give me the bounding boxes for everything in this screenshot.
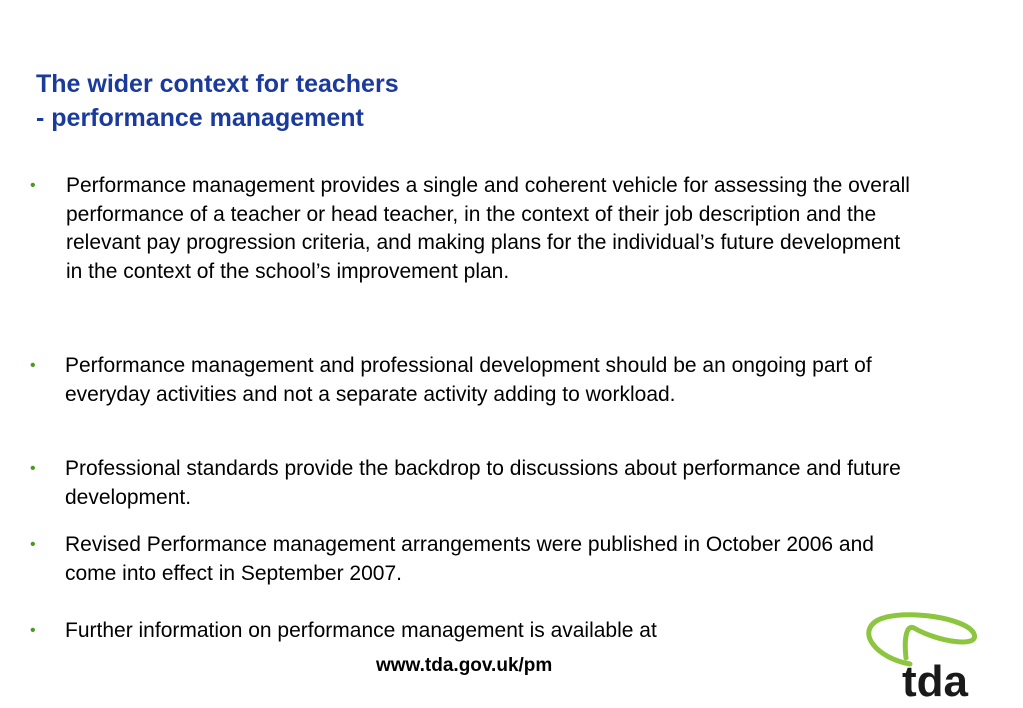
slide-title-line-2: - performance management bbox=[36, 104, 364, 132]
bullet-item-4 bbox=[30, 531, 910, 588]
bullet-text: Revised Performance management arrangements were published in October 2006 and come into effect in September 2007. bbox=[65, 533, 874, 585]
bullet-marker: • bbox=[30, 622, 36, 639]
logo-text: tda bbox=[902, 657, 968, 702]
slide-title-line-1: The wider context for teachers bbox=[36, 70, 399, 98]
bullet-marker: • bbox=[30, 460, 36, 477]
info-link[interactable]: www.tda.gov.uk/pm bbox=[376, 655, 553, 676]
bullet-text: Performance management and professional development should be an ongoing part of everyday activities and not a separate activity adding to workload. bbox=[65, 354, 872, 406]
bullet-text: Further information on performance management is available at bbox=[65, 619, 657, 642]
bullet-text: Professional standards provide the backdrop to discussions about performance and future development. bbox=[65, 457, 901, 509]
tda-logo bbox=[858, 612, 1008, 702]
bullet-item-2 bbox=[30, 352, 910, 409]
bullet-item-1 bbox=[30, 172, 910, 286]
bullet-item-3 bbox=[30, 455, 910, 512]
bullet-marker: • bbox=[30, 177, 36, 194]
bullet-text: Performance management provides a single and coherent vehicle for assessing the overall performance of a teacher or head teacher, in the context of their job description and the relevant pay progression criteria, and making plans for the individual’s future development in the context of the school’s improvement plan. bbox=[66, 174, 910, 283]
bullet-marker: • bbox=[30, 357, 36, 374]
bullet-marker: • bbox=[30, 536, 36, 553]
bullet-item-5 bbox=[30, 617, 910, 646]
slide-title bbox=[36, 67, 399, 135]
